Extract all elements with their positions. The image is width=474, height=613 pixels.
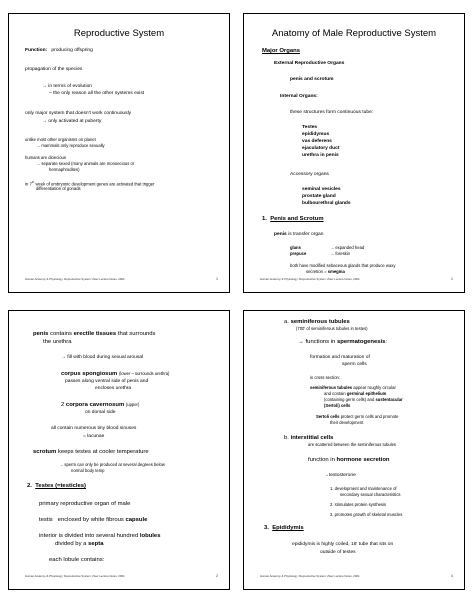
glans-label: glans (290, 245, 301, 250)
only-major-text: only major system that doesn't work continuously (25, 111, 132, 116)
corpus-term: corpus spongiosum (61, 371, 118, 377)
week-line-2: differentiation of gonads (36, 186, 81, 191)
function-in-text: function in (308, 457, 335, 463)
both-line-1: both have modified sebaceous glands that produce waxy (290, 263, 396, 268)
item-label: b. (284, 435, 289, 441)
page-number: 1 (216, 277, 218, 281)
testis-line (39, 517, 147, 524)
contains-text: contains (50, 331, 72, 337)
evolution-sub-text: – the only reason all the other systems exist (49, 91, 145, 96)
protect-text: protect germ cells and promote (340, 414, 399, 419)
section-title: Penis and Scrotum (270, 216, 324, 222)
accessory-item: seminal vesicles (302, 187, 341, 192)
function-in-line (308, 457, 390, 464)
prepuce-text: → foreskin (330, 251, 351, 256)
slide-3 (8, 310, 230, 590)
encloses-text: encloses urethra (95, 386, 132, 391)
passes-text: passes along ventral side of penis and (65, 379, 149, 384)
slide-2 (243, 13, 465, 293)
testis-word: testis (39, 517, 53, 523)
function-line (25, 48, 93, 54)
footer: Human Anatomy & Physiology: Reproductive System; Ziser Lecture Notes, 2004 (25, 277, 125, 281)
page-number: 4 (451, 574, 453, 578)
internal-organs-heading: Internal Organs: (280, 94, 318, 99)
two-count: 2 (61, 402, 65, 408)
week-sup: th (31, 180, 35, 184)
lower-note: (lower – surrounds urethra) (118, 371, 170, 376)
each-lobule-text: each lobule contains: (49, 557, 105, 563)
divided-text: divided by a (55, 541, 87, 547)
slide-1 (8, 13, 230, 293)
section-heading (27, 483, 86, 490)
cavernosum-line (61, 402, 139, 409)
interior-text: interior is divided into several hundred (39, 533, 139, 539)
slide-4 (243, 310, 465, 590)
containing-text: (containing germ cells) and (324, 397, 375, 402)
capsule-term: capsule (125, 517, 148, 523)
penis-line (274, 232, 323, 238)
footer: Human Anatomy & Physiology: Reproductive System; Ziser Lecture Notes, 2004 (260, 277, 360, 281)
separate-text: → separate sexed (many animals are monoecious or (36, 161, 135, 166)
function-text: producing offspring (51, 48, 93, 53)
formation-text: formation and maturation of (310, 355, 370, 360)
septa-term: septa (88, 541, 104, 547)
cross-section-text: in cross section: (310, 375, 341, 380)
epididymis-line-1: epididymis is highly coiled, 18' tube that sits on (292, 542, 394, 547)
page-number: 1 (451, 277, 453, 281)
mammals-text: → mammals only reproduce sexually (36, 143, 105, 148)
interstitial-heading (284, 435, 333, 442)
enclosed-text: enclosed by white fibrous (57, 517, 124, 523)
section-number: 1. (262, 216, 267, 222)
divided-line (55, 541, 103, 548)
both-line-2 (306, 270, 345, 275)
tubules-term: seminiferous tubules (310, 385, 353, 390)
humans-text: humans are dioecious (25, 155, 66, 160)
section-title: Epididymis (272, 525, 304, 531)
week-num: 7 (29, 181, 32, 187)
tubules-rest: appear roughly circular (353, 385, 396, 390)
all-contain-text: all contain numerous tiny blood sinuses (51, 426, 137, 431)
and-contain: and contain (324, 391, 346, 396)
normal-text: normal body temp (71, 468, 105, 473)
spermatogenesis-term: spermatogenesis (336, 339, 386, 345)
penis-word: penis (274, 232, 287, 237)
lobules-term: lobules (139, 533, 161, 539)
urethra-text: the urethra (43, 339, 72, 345)
tubules-note: (700' of seminiferous tubules in testes) (296, 326, 368, 331)
item-title: seminiferous tubules (290, 319, 350, 325)
section-number: 2. (27, 483, 32, 489)
scrotum-rest: keeps testes at cooler temperature (57, 449, 149, 455)
sperm-cells-text: sperm cells (342, 362, 367, 367)
surrounds-text: that surrounds (117, 331, 156, 337)
unlike-text: unlike most other organisms on planet (25, 137, 96, 142)
scrotum-line (33, 449, 149, 456)
accessory-item: prostate gland (302, 194, 336, 199)
accessory-heading: Accessory organs (290, 172, 329, 177)
sertoli-term: Sertoli cells (316, 414, 340, 419)
penis-contains-line (33, 331, 156, 338)
epididymis-line-2: outside of testes (320, 550, 356, 555)
external-organs-heading: External Reproductive Organs (274, 61, 345, 66)
lacunae-text: = lacunae (83, 434, 105, 439)
list-item: 1. development and maintenance of (330, 486, 397, 491)
page-number: 2 (216, 574, 218, 578)
tube-text: these structures form continuous tube: (290, 110, 374, 115)
their-development-text: their development (330, 420, 364, 425)
sertoli-paren: (Sertoli) cells (324, 403, 351, 408)
glans-text: → expanded head (330, 245, 365, 250)
herma-text: hermaphrodites) (49, 167, 80, 172)
section-title: Testes (=testicles) (35, 483, 87, 489)
tube-item: Testes (302, 125, 318, 130)
week-rest: week of embryonic development genes are activated that trigger (35, 181, 155, 187)
penis-word: penis (33, 331, 49, 337)
dorsal-text: on dorsal side (85, 410, 116, 415)
slide-title: Anatomy of Male Reproductive System (271, 28, 437, 39)
tube-item: urethra in penis (302, 153, 339, 158)
functions-text: → functions in (298, 339, 336, 345)
functions-line (298, 339, 387, 346)
penis-scrotum-text: penis and scrotum (290, 77, 334, 82)
tube-item: ejaculatory duct (302, 146, 340, 151)
footer: Human Anatomy & Physiology: Reproductive System; Ziser Lecture Notes, 2004 (25, 574, 125, 578)
corpus-line (61, 371, 169, 378)
accessory-item: bulbourethral glands (302, 201, 351, 206)
scrotum-word: scrotum (33, 449, 57, 455)
both-line-2a: secretion = (306, 269, 327, 274)
list-item: secondary sexual characteristics (340, 492, 401, 497)
item-title: interstitial cells (290, 435, 334, 441)
section-heading (262, 216, 324, 223)
germinal-term: germinal epithelium (346, 391, 387, 396)
tube-item: epididymus (302, 132, 330, 137)
cavernosum-term: corpora cavernosum (65, 402, 125, 408)
fill-text: → fill with blood during sexual arousal (61, 355, 144, 360)
propagation-text: propagation of the species (25, 67, 83, 72)
smegma-term: smegma (327, 269, 345, 274)
week-in: in (25, 181, 29, 187)
only-active-text: → only activated at puberty (42, 119, 102, 124)
list-item: 2. stimulates protein synthesis (330, 502, 387, 507)
footer: Human Anatomy & Physiology: Reproductive System; Ziser Lecture Notes, 2004 (260, 574, 360, 578)
testosterone-text: →testosterone (324, 473, 356, 478)
interior-line (39, 533, 160, 540)
function-label: Function: (25, 48, 48, 53)
hormone-term: hormone secretion (336, 457, 390, 463)
slide-title: Reproductive System (73, 28, 165, 39)
colon: : (385, 339, 388, 345)
item-label: a. (284, 319, 289, 325)
list-item: 3. promotes growth of skeletal muscles (330, 512, 403, 517)
primary-text: primary reproductive organ of male (39, 501, 131, 507)
section-number: 3. (264, 525, 269, 531)
sperm-text: → sperm can only be produced at several degrees below (59, 462, 165, 467)
major-organs-heading: Major Organs (262, 48, 300, 54)
upper-note: (upper) (125, 402, 140, 407)
evolution-text: → in terms of evolution (42, 84, 93, 89)
tube-item: vas deferens (302, 139, 332, 144)
penis-rest: is transfer organ (288, 232, 324, 237)
sustentacular-term: sustentacular (375, 397, 403, 402)
section-heading (264, 525, 304, 532)
erectile-term: erectile tissues (73, 331, 117, 337)
interstitial-sub: are scattered between the seminiferous tubules (308, 442, 396, 447)
prepuce-label: prepuce (290, 251, 307, 256)
seminiferous-heading (284, 319, 350, 326)
